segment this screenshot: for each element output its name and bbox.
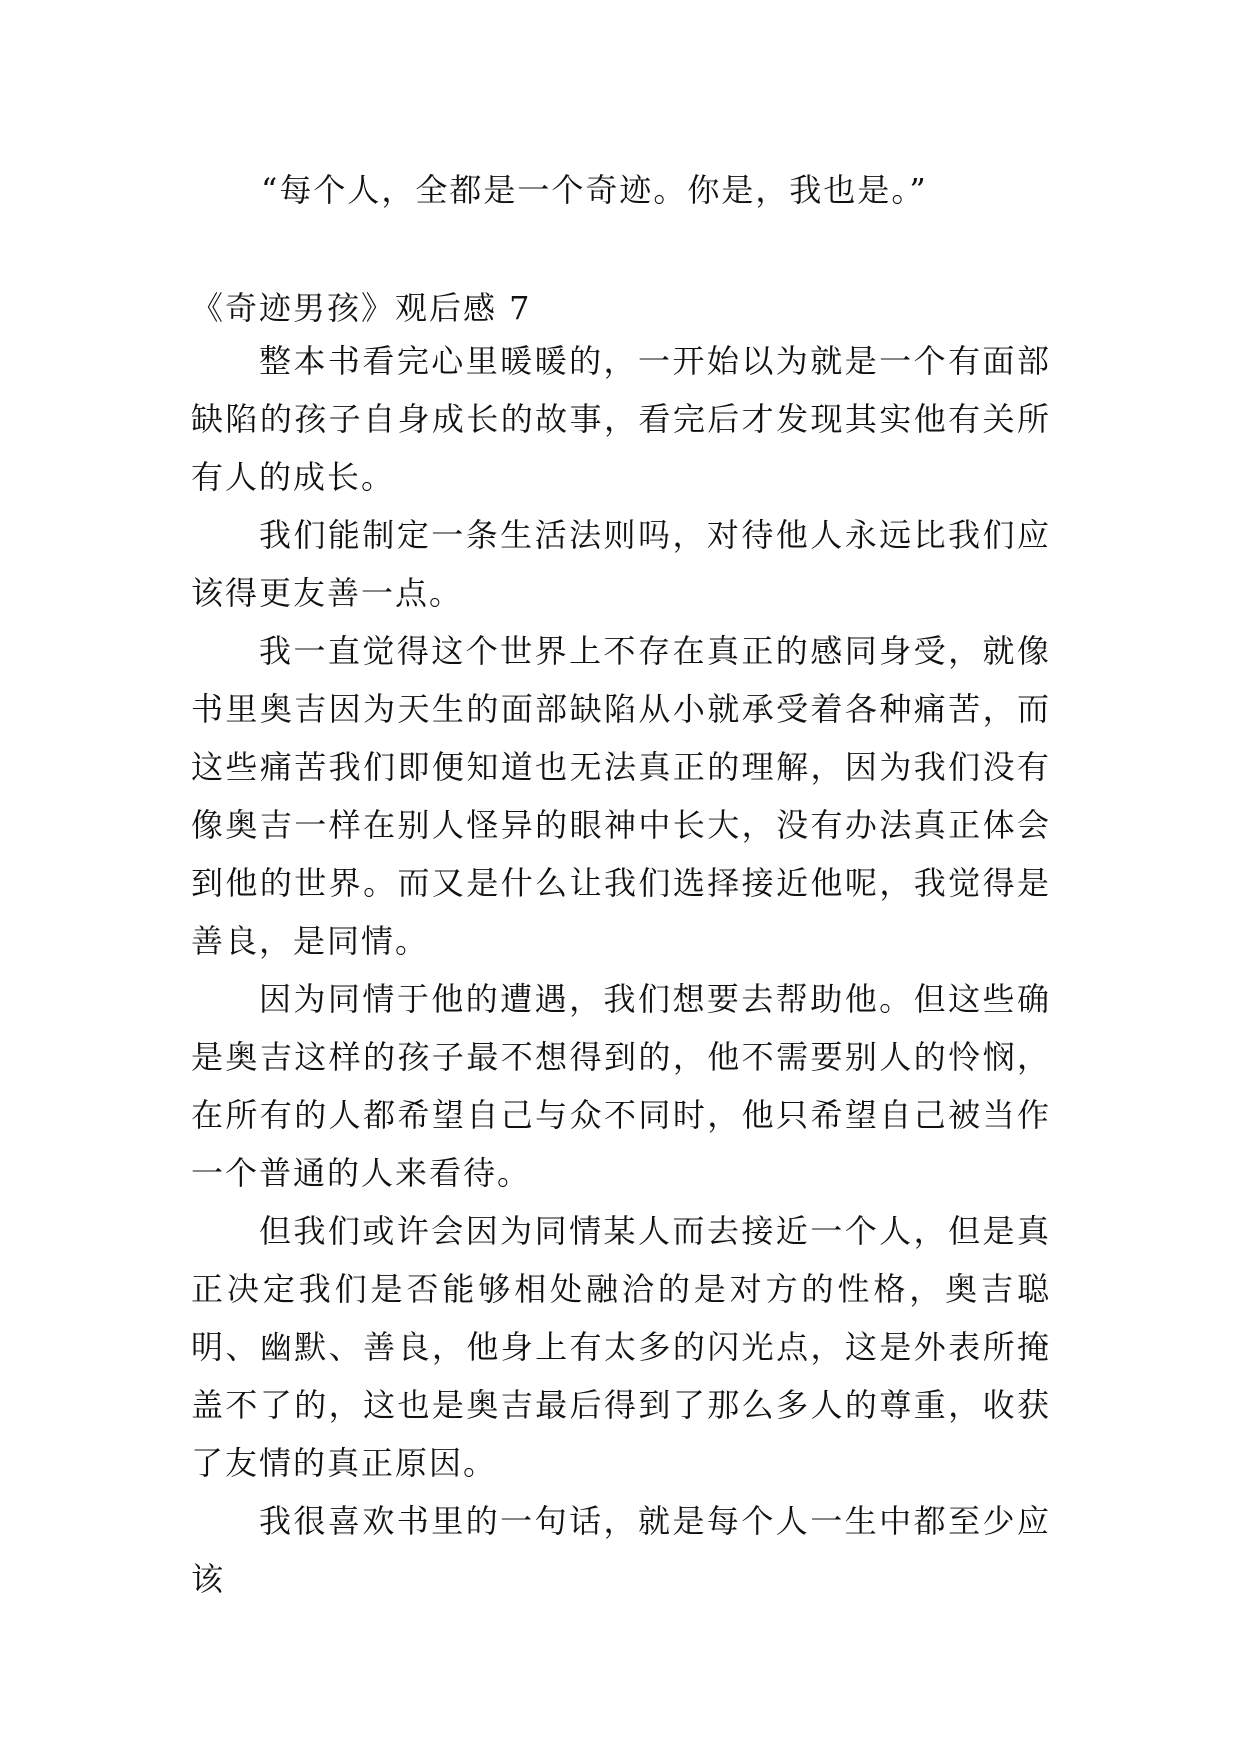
paragraph-5: 但我们或许会因为同情某人而去接近一个人，但是真正决定我们是否能够相处融洽的是对方的性格，奥吉聪明、幽默、善良，他身上有太多的闪光点，这是外表所掩盖不了的，这也是奥吉最后得到了那么多人的尊重，收获了友情的真正原因。 xyxy=(191,1212,1051,1482)
body-text xyxy=(191,332,1051,1608)
section-title: 《奇迹男孩》观后感 7 xyxy=(191,289,532,327)
quote-paragraph: “每个人，全都是一个奇迹。你是，我也是。” xyxy=(261,171,928,209)
paragraph-2: 我们能制定一条生活法则吗，对待他人永远比我们应该得更友善一点。 xyxy=(191,516,1051,612)
paragraph-1: 整本书看完心里暖暖的，一开始以为就是一个有面部缺陷的孩子自身成长的故事，看完后才发现其实他有关所有人的成长。 xyxy=(191,342,1051,496)
paragraph-3: 我一直觉得这个世界上不存在真正的感同身受，就像书里奥吉因为天生的面部缺陷从小就承受着各种痛苦，而这些痛苦我们即便知道也无法真正的理解，因为我们没有像奥吉一样在别人怪异的眼神中长大，没有办法真正体会到他的世界。而又是什么让我们选择接近他呢，我觉得是善良，是同情。 xyxy=(191,632,1051,960)
paragraph-4: 因为同情于他的遭遇，我们想要去帮助他。但这些确是奥吉这样的孩子最不想得到的，他不需要别人的怜悯，在所有的人都希望自己与众不同时，他只希望自己被当作一个普通的人来看待。 xyxy=(191,980,1051,1192)
paragraph-6: 我很喜欢书里的一句话，就是每个人一生中都至少应该 xyxy=(191,1502,1051,1598)
